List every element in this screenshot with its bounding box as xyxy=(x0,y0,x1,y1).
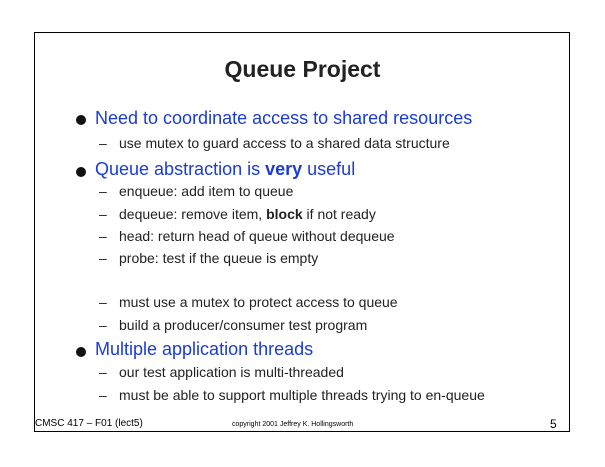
queue-abstraction-pre: Queue abstraction is xyxy=(95,159,266,179)
footer-course: CMSC 417 – F01 (lect5) xyxy=(35,418,143,429)
sub-head: head: return head of queue without dequeue xyxy=(119,228,395,244)
sub-enqueue: enqueue: add item to queue xyxy=(119,183,294,199)
sub-must-use-mutex: must use a mutex to protect access to queue xyxy=(119,294,398,310)
dequeue-pre: dequeue: remove item, xyxy=(119,206,267,222)
sub-dequeue xyxy=(119,206,376,222)
dash-icon: – xyxy=(99,387,107,403)
dequeue-post: if not ready xyxy=(302,206,376,222)
bullet-queue-abstraction xyxy=(95,159,355,180)
dequeue-bold: block xyxy=(266,206,303,222)
dash-icon: – xyxy=(99,317,107,333)
dash-icon: – xyxy=(99,364,107,380)
sub-mutex-guard: use mutex to guard access to a shared data structure xyxy=(119,135,450,151)
bullet-icon xyxy=(76,115,86,125)
dash-icon: – xyxy=(99,206,107,222)
sub-build-test-program: build a producer/consumer test program xyxy=(119,317,368,333)
bullet-icon xyxy=(76,347,86,357)
bullet-icon xyxy=(76,167,86,177)
queue-abstraction-bold: very xyxy=(265,159,303,179)
slide-title: Queue Project xyxy=(224,56,381,82)
dash-icon: – xyxy=(99,250,107,266)
dash-icon: – xyxy=(99,228,107,244)
dash-icon: – xyxy=(99,294,107,310)
footer-copyright: copyright 2001 Jeffrey K. Hollingsworth xyxy=(232,421,354,428)
queue-abstraction-post: useful xyxy=(302,159,356,179)
dash-icon: – xyxy=(99,183,107,199)
sub-probe: probe: test if the queue is empty xyxy=(119,250,319,266)
sub-multi-threaded: our test application is multi-threaded xyxy=(119,364,344,380)
dash-icon: – xyxy=(99,135,107,151)
bullet-multiple-threads: Multiple application threads xyxy=(95,339,314,359)
sub-support-threads: must be able to support multiple threads trying to en-queue xyxy=(119,387,485,403)
page-number: 5 xyxy=(550,417,557,431)
bullet-coordinate-access: Need to coordinate access to shared resources xyxy=(95,108,473,128)
